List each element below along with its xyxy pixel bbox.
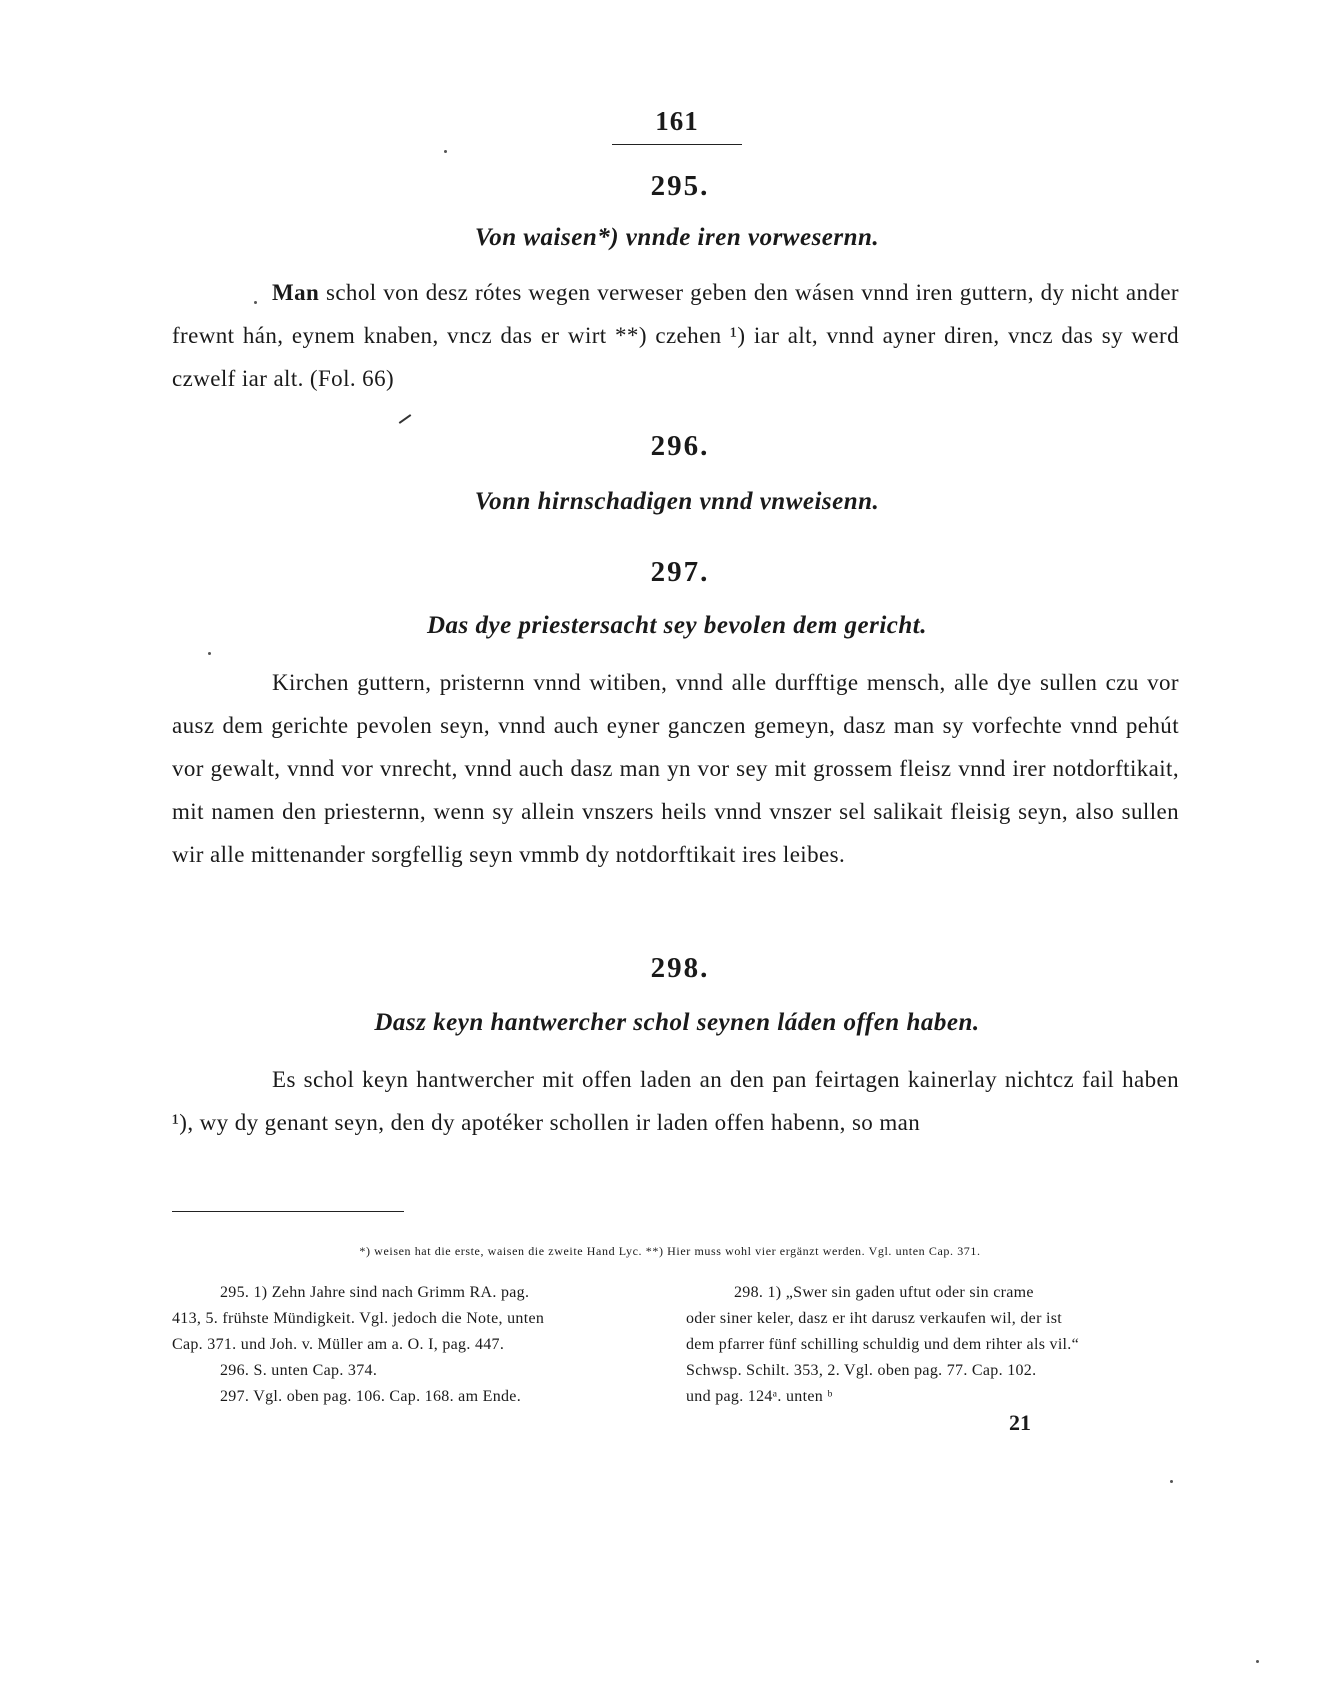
note-298-line1: 298. 1) „Swer sin gaden uftut oder sin crame	[734, 1284, 1034, 1301]
note-295-line2: 413, 5. frühste Mündigkeit. Vgl. jedoch die Note, unten	[172, 1310, 545, 1327]
note-297: 297. Vgl. oben pag. 106. Cap. 168. am Ende.	[220, 1388, 522, 1405]
section-number-298: 298.	[650, 952, 710, 984]
section-title-295: Von waisen*) vnnde iren vorwesernn.	[474, 224, 880, 251]
print-speck	[254, 301, 257, 304]
print-speck	[1256, 1660, 1259, 1663]
print-mark	[399, 414, 412, 424]
section-number-296: 296.	[650, 430, 710, 462]
section-text-298: Es schol keyn hantwercher mit offen laden an den pan feirtagen kainerlay nichtcz fail haben ¹), wy dy genant seyn, den dy apotéker schollen ir laden offen habenn, so man	[172, 1067, 1179, 1135]
note-298-line5: und pag. 124ᵃ. unten ᵇ	[686, 1388, 833, 1405]
section-text-297: Kirchen guttern, pristernn vnnd witiben, vnnd alle durfftige mensch, alle dye sullen czu vor ausz dem gerichte pevolen seyn, vnnd auch eyner ganczen gemeyn, dasz man sy vorfechte vnnd pehút vor gewalt, vnnd vor vnrecht, vnnd auch dasz man yn vor sey mit grossem fleisz vnnd irer notdorftikait, mit namen den priesternn, wenn sy allein vnszers heils vnnd vnszer sel salikait fleisig seyn, also sullen wir alle mittenander sorgfellig seyn vmmb dy notdorftikait ires leibes.	[172, 670, 1179, 867]
section-text-295	[172, 271, 1179, 400]
note-295-line3: Cap. 371. und Joh. v. Müller am a. O. I, pag. 447.	[172, 1336, 505, 1353]
note-298-line4: Schwsp. Schilt. 353, 2. Vgl. oben pag. 77. Cap. 102.	[686, 1362, 1037, 1379]
print-speck	[1170, 1480, 1173, 1483]
signature-mark: 21	[1009, 1410, 1031, 1435]
section-number-297: 297.	[650, 556, 710, 588]
print-speck	[444, 150, 447, 153]
notes-right-column	[686, 1280, 1180, 1410]
section-title-297: Das dye priestersacht sey bevolen dem gericht.	[427, 612, 927, 639]
footnote-rule	[172, 1211, 404, 1212]
footnote-star-text: *) weisen hat die erste, waisen die zweite Hand Lyc. **) Hier muss wohl vier ergänzt werden. Vgl. unten Cap. 371.	[359, 1244, 981, 1258]
section-number-295: 295.	[650, 170, 710, 202]
note-296: 296. S. unten Cap. 374.	[220, 1362, 378, 1379]
note-295-line1: 295. 1) Zehn Jahre sind nach Grimm RA. pag.	[220, 1284, 530, 1301]
page-number: 161	[655, 106, 699, 136]
section-text-295-lead: Man	[272, 280, 320, 305]
page-number-rule	[612, 144, 742, 145]
print-speck	[208, 652, 211, 655]
section-text-295-body: schol von desz rótes wegen verweser geben den wásen vnnd iren guttern, dy nicht ander frewnt hán, eynem knaben, vncz das er wirt **) czehen ¹) iar alt, vnnd ayner diren, vncz das sy werd czwelf iar alt. (Fol. 66)	[172, 280, 1179, 391]
section-title-298: Dasz keyn hantwercher schol seynen láden offen haben.	[374, 1009, 980, 1036]
notes-left-column	[172, 1280, 666, 1410]
note-298-line3: dem pfarrer fünf schilling schuldig und dem rihter als vil.“	[686, 1336, 1080, 1353]
note-298-line2: oder siner keler, dasz er iht darusz verkaufen wil, der ist	[686, 1310, 1063, 1327]
section-title-296: Vonn hirnschadigen vnnd vnweisenn.	[474, 488, 880, 515]
